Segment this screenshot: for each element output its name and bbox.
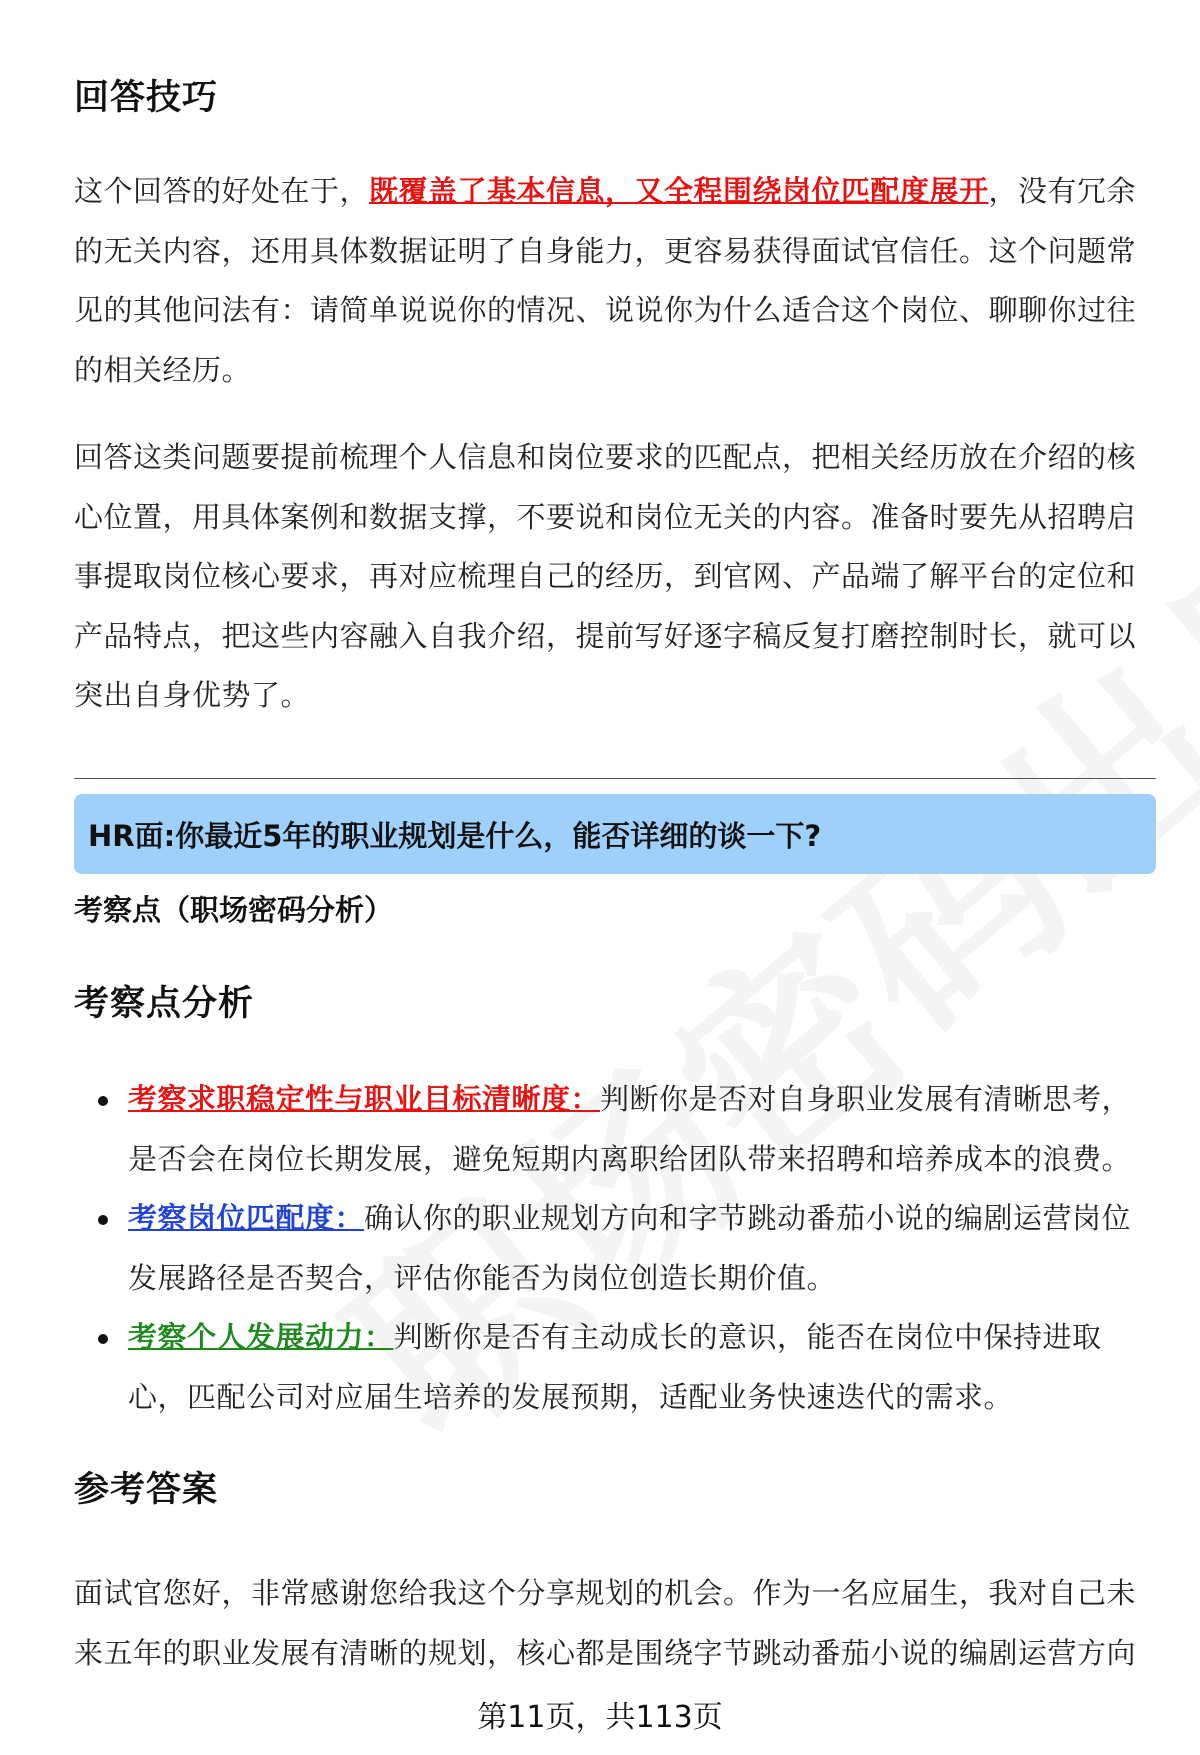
question-text: HR面:你最近5年的职业规划是什么，能否详细的谈一下? xyxy=(88,819,822,853)
section-divider xyxy=(74,778,1156,779)
answer-tips-paragraph-2: 回答这类问题要提前梳理个人信息和岗位要求的匹配点，把相关经历放在介绍的核心位置，用具体案例和数据支撑，不要说和岗位无关的内容。准备时要先从招聘启事提取岗位核心要求，再对应梳理自己的经历，到官网、产品端了解平台的定位和产品特点，把这些内容融入自我介绍，提前写好逐字稿反复打磨控制时长，就可以突出自身优势了。 xyxy=(74,440,1137,712)
section-heading-reference: 参考答案 xyxy=(74,1470,219,1510)
paragraph-text: 这个回答的好处在于， xyxy=(74,174,370,208)
exam-point-title: 考察点（职场密码分析） xyxy=(74,893,394,927)
page-number: 第11页，共113页 xyxy=(477,1700,723,1735)
answer-tips-paragraph-1 xyxy=(74,162,1154,400)
section-heading-analysis: 考察点分析 xyxy=(74,984,255,1024)
list-item-text: 确认你的职业规划方向和字节跳动番茄小说的编剧运营岗位发展路径是否契合，评估你能否为岗位创造长期价值。 xyxy=(128,1201,1132,1295)
bullet-dot xyxy=(98,1096,108,1106)
list-item xyxy=(74,1308,1156,1427)
list-item-label: 考察求职稳定性与职业目标清晰度： xyxy=(128,1082,601,1116)
list-item-text: 判断你是否有主动成长的意识，能否在岗位中保持进取心，匹配公司对应届生培养的发展预期，适配业务快速迭代的需求。 xyxy=(128,1320,1102,1414)
list-item xyxy=(74,1070,1156,1189)
list-item-text: 判断你是否对自身职业发展有清晰思考，是否会在岗位长期发展，避免短期内离职给团队带来招聘和培养成本的浪费。 xyxy=(128,1082,1132,1176)
analysis-list xyxy=(74,1070,1156,1427)
highlight-text: 既覆盖了基本信息，又全程围绕岗位匹配度展开 xyxy=(369,174,989,208)
list-item xyxy=(74,1189,1156,1308)
reference-answer-paragraph: 面试官您好，非常感谢您给我这个分享规划的机会。作为一名应届生，我对自己未来五年的职业发展有清晰的规划，核心都是围绕字节跳动番茄小说的编剧运营方向 xyxy=(74,1576,1137,1670)
list-item-label: 考察岗位匹配度： xyxy=(128,1201,365,1235)
section-heading-answer-tips: 回答技巧 xyxy=(74,78,219,118)
question-banner xyxy=(74,794,1156,874)
bullet-dot xyxy=(98,1215,108,1225)
bullet-dot xyxy=(98,1334,108,1344)
list-item-label: 考察个人发展动力： xyxy=(128,1320,394,1354)
paragraph-text: ，没有冗余的无关内容，还用具体数据证明了自身能力，更容易获得面试官信任。这个问题常见的其他问法有：请简单说说你的情况、说说你为什么适合这个岗位、聊聊你过往的相关经历。 xyxy=(74,174,1137,387)
